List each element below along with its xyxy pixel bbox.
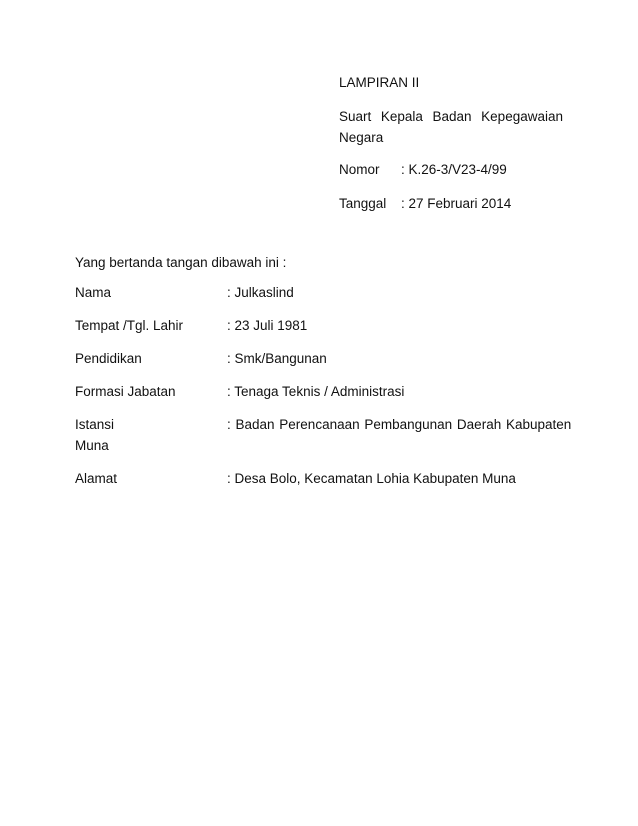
field-row-istansi: [75, 414, 572, 456]
field-row-alamat: [75, 468, 565, 489]
field-value-formasi-jabatan: : Tenaga Teknis / Administrasi: [227, 384, 405, 399]
field-value-alamat: : Desa Bolo, Kecamatan Lohia Kabupaten Muna: [227, 471, 516, 486]
identity-fields: [75, 282, 572, 501]
attachment-subject-line1: Suart Kepala Badan Kepegawaian: [339, 109, 563, 124]
field-value-tempat-tgl-lahir: : 23 Juli 1981: [227, 318, 308, 333]
field-value-istansi: : Badan Perencanaan Pembangunan Daerah Kabupaten: [227, 417, 572, 432]
attachment-nomor: [339, 159, 563, 180]
nomor-value: : K.26-3/V23-4/99: [401, 162, 507, 177]
field-row-tempat-tgl-lahir: [75, 315, 565, 336]
attachment-subject: [339, 106, 563, 148]
nomor-label: Nomor: [339, 162, 380, 177]
field-row-pendidikan: [75, 348, 565, 369]
intro-text: Yang bertanda tangan dibawah ini :: [75, 255, 287, 270]
field-label-nama: Nama: [75, 285, 112, 300]
field-label-alamat: Alamat: [75, 471, 118, 486]
attachment-tanggal: [339, 193, 563, 214]
field-label-istansi: Istansi: [75, 417, 115, 432]
attachment-header: [339, 72, 563, 227]
field-row-nama: [75, 282, 565, 303]
attachment-subject-line2: Negara: [339, 130, 384, 145]
field-value-pendidikan: : Smk/Bangunan: [227, 351, 327, 366]
field-label-pendidikan: Pendidikan: [75, 351, 142, 366]
field-value-nama: : Julkaslind: [227, 285, 294, 300]
tanggal-value: : 27 Februari 2014: [401, 196, 512, 211]
field-label-formasi-jabatan: Formasi Jabatan: [75, 384, 176, 399]
field-value-istansi-continuation: Muna: [75, 438, 109, 453]
attachment-title: LAMPIRAN II: [339, 75, 420, 90]
field-label-tempat-tgl-lahir: Tempat /Tgl. Lahir: [75, 318, 184, 333]
field-row-formasi-jabatan: [75, 381, 565, 402]
tanggal-label: Tanggal: [339, 196, 387, 211]
